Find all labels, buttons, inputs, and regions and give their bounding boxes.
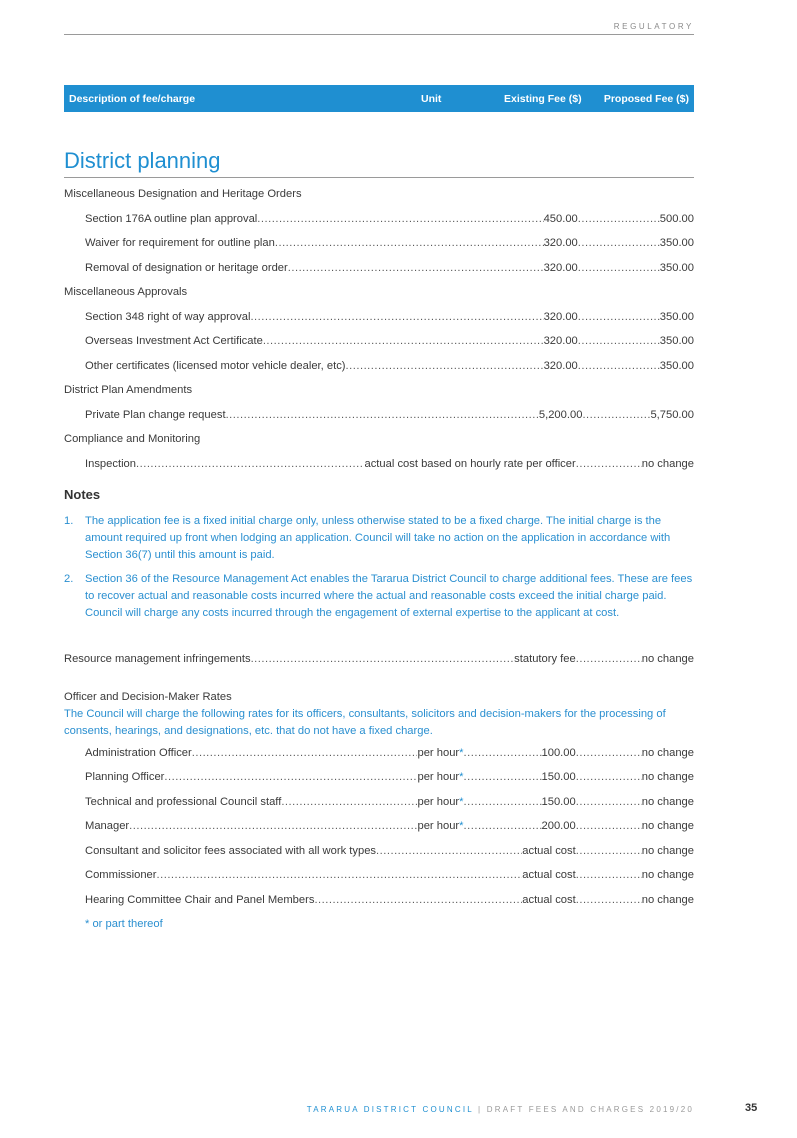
existing-fee: 200.00	[541, 820, 576, 832]
rate-unit: per hour	[417, 771, 460, 783]
column-header-unit: Unit	[421, 93, 442, 105]
category-heading: Miscellaneous Designation and Heritage Orders	[64, 188, 302, 200]
leader-dots	[578, 260, 660, 276]
leader-dots	[281, 794, 417, 810]
leader-dots	[578, 211, 660, 227]
leader-dots	[314, 892, 522, 908]
lower-section	[64, 651, 694, 932]
fee-row	[64, 456, 694, 481]
section-title: District planning	[64, 148, 221, 173]
proposed-fee: 350.00	[659, 335, 694, 347]
rate-label: Consultant and solicitor fees associated with all work types	[85, 844, 377, 857]
rate-unit: per hour	[417, 746, 460, 759]
note-number: 1.	[64, 515, 74, 527]
fee-label: Other certificates (licensed motor vehicle dealer, etc)	[85, 359, 346, 372]
proposed-fee: no change	[641, 844, 694, 857]
note-item	[64, 513, 694, 564]
category-heading: Compliance and Monitoring	[64, 433, 201, 445]
rate-label: Technical and professional Council staff	[85, 795, 282, 808]
rate-row	[64, 769, 694, 794]
leader-dots	[582, 407, 650, 423]
notes-list	[64, 513, 694, 629]
footer-document-title: DRAFT FEES AND CHARGES 2019/20	[486, 1105, 694, 1114]
page-footer	[307, 1105, 694, 1114]
fee-row	[64, 211, 694, 236]
footer-separator: |	[478, 1105, 483, 1114]
existing-fee: 450.00	[543, 212, 578, 225]
note-text: Section 36 of the Resource Management Act enables the Tararua District Council to charge additional fees. These are fees to recover actual and reasonable costs incurred where the actual and reasonable costs exceed the initial charge paid. Council will charge any costs incurred through the engagement of external expertise to the applicant at cost.	[85, 573, 693, 619]
leader-dots	[464, 745, 542, 761]
existing-fee: 320.00	[543, 335, 578, 347]
footnote: * or part thereof	[85, 918, 163, 930]
proposed-fee: no change	[641, 457, 694, 470]
fee-label: Inspection	[85, 457, 136, 470]
leader-dots	[251, 651, 515, 667]
asterisk-marker: *	[459, 746, 464, 759]
note-text: The application fee is a fixed initial charge only, unless otherwise stated to be a fixed charge. The initial charge is the amount required up front when lodging an application. Council will take no action on the application in accordance with Section 36(7) until this amount is paid.	[85, 515, 671, 561]
proposed-fee: no change	[641, 869, 694, 881]
leader-dots	[263, 333, 544, 349]
leader-dots	[576, 843, 642, 859]
asterisk-marker: *	[459, 771, 464, 783]
officer-rates-heading: Officer and Decision-Maker Rates	[64, 690, 232, 703]
fee-row	[64, 235, 694, 260]
proposed-fee: no change	[641, 653, 694, 665]
fee-label: Section 176A outline plan approval	[85, 212, 258, 225]
fee-label: Removal of designation or heritage order	[85, 261, 288, 274]
leader-dots	[578, 358, 660, 374]
rate-label: Hearing Committee Chair and Panel Members	[85, 893, 315, 906]
leader-dots	[464, 818, 542, 834]
rate-row	[64, 818, 694, 843]
leader-dots	[257, 211, 543, 227]
column-header-proposed-fee: Proposed Fee ($)	[603, 93, 689, 105]
leader-dots	[576, 456, 642, 472]
proposed-fee: 350.00	[659, 310, 694, 323]
leader-dots	[576, 867, 642, 883]
proposed-fee: no change	[641, 795, 694, 808]
existing-fee: 150.00	[541, 771, 576, 783]
existing-fee: actual cost	[522, 893, 576, 906]
notes-heading: Notes	[64, 487, 101, 502]
existing-fee: 320.00	[543, 310, 578, 323]
leader-dots	[578, 235, 660, 251]
footer-org: TARARUA DISTRICT COUNCIL	[306, 1105, 474, 1114]
note-item	[64, 571, 694, 622]
existing-fee: 100.00	[541, 746, 576, 759]
note-number: 2.	[64, 573, 74, 585]
fee-label: Waiver for requirement for outline plan	[85, 237, 275, 249]
table-header	[64, 85, 694, 112]
leader-dots	[464, 769, 542, 785]
fee-row	[64, 260, 694, 285]
section-tag: REGULATORY	[613, 22, 694, 31]
leader-dots	[164, 769, 417, 785]
leader-dots	[275, 235, 544, 251]
fee-row	[64, 358, 694, 383]
existing-fee: actual cost	[522, 844, 576, 857]
category-heading: Miscellaneous Approvals	[64, 286, 188, 298]
leader-dots	[288, 260, 544, 276]
existing-fee: 5,200.00	[538, 408, 583, 421]
existing-fee: statutory fee	[514, 653, 576, 665]
title-divider	[64, 177, 694, 178]
leader-dots	[346, 358, 544, 374]
rate-unit: per hour	[417, 795, 460, 808]
existing-fee: 150.00	[541, 795, 576, 808]
proposed-fee: 350.00	[659, 359, 694, 372]
proposed-fee: 5,750.00	[650, 408, 694, 421]
fee-label: Private Plan change request	[85, 408, 226, 421]
existing-fee: 320.00	[543, 237, 578, 249]
rate-row	[64, 794, 694, 819]
asterisk-marker: *	[459, 820, 464, 832]
category-heading: District Plan Amendments	[64, 384, 193, 396]
fee-label: Resource management infringements	[64, 653, 251, 665]
rate-row	[64, 843, 694, 868]
proposed-fee: no change	[641, 893, 694, 906]
leader-dots	[576, 892, 642, 908]
rate-label: Administration Officer	[85, 746, 192, 759]
proposed-fee: 500.00	[659, 212, 694, 225]
asterisk-marker: *	[459, 795, 464, 808]
fee-label: Overseas Investment Act Certificate	[85, 335, 263, 347]
leader-dots	[576, 794, 642, 810]
fee-table	[64, 186, 694, 480]
leader-dots	[576, 651, 642, 667]
existing-fee: 320.00	[543, 261, 578, 274]
proposed-fee: no change	[641, 820, 694, 832]
proposed-fee: 350.00	[659, 237, 694, 249]
leader-dots	[129, 818, 417, 834]
fee-row	[64, 407, 694, 432]
proposed-fee: 350.00	[659, 261, 694, 274]
existing-fee: actual cost	[522, 869, 576, 881]
rate-row	[64, 867, 694, 892]
leader-dots	[464, 794, 542, 810]
leader-dots	[578, 333, 660, 349]
rate-label: Commissioner	[85, 869, 157, 881]
rate-row	[64, 892, 694, 917]
rate-row	[64, 745, 694, 770]
existing-fee: 320.00	[543, 359, 578, 372]
leader-dots	[576, 745, 642, 761]
leader-dots	[192, 745, 418, 761]
column-header-existing-fee: Existing Fee ($)	[504, 93, 582, 105]
leader-dots	[576, 818, 642, 834]
officer-rates-intro: The Council will charge the following rates for its officers, consultants, solicitors and decision-makers for the processing of consents, hearings, and designations, etc. that do not have a fixed charge.	[64, 707, 666, 737]
leader-dots	[376, 843, 522, 859]
leader-dots	[157, 867, 523, 883]
fee-label: Section 348 right of way approval	[85, 310, 251, 323]
proposed-fee: no change	[641, 771, 694, 783]
fee-row	[64, 651, 694, 676]
page-number: 35	[745, 1102, 758, 1114]
fee-row	[64, 309, 694, 334]
rate-label: Planning Officer	[85, 771, 165, 783]
leader-dots	[136, 456, 364, 472]
top-divider	[64, 34, 694, 35]
proposed-fee: no change	[641, 746, 694, 759]
leader-dots	[578, 309, 660, 325]
leader-dots	[226, 407, 539, 423]
fee-row	[64, 333, 694, 358]
rate-unit: per hour	[417, 820, 460, 832]
leader-dots	[250, 309, 543, 325]
column-header-description: Description of fee/charge	[69, 93, 196, 105]
existing-fee: actual cost based on hourly rate per officer	[364, 457, 576, 470]
rate-label: Manager	[85, 820, 130, 832]
leader-dots	[576, 769, 642, 785]
